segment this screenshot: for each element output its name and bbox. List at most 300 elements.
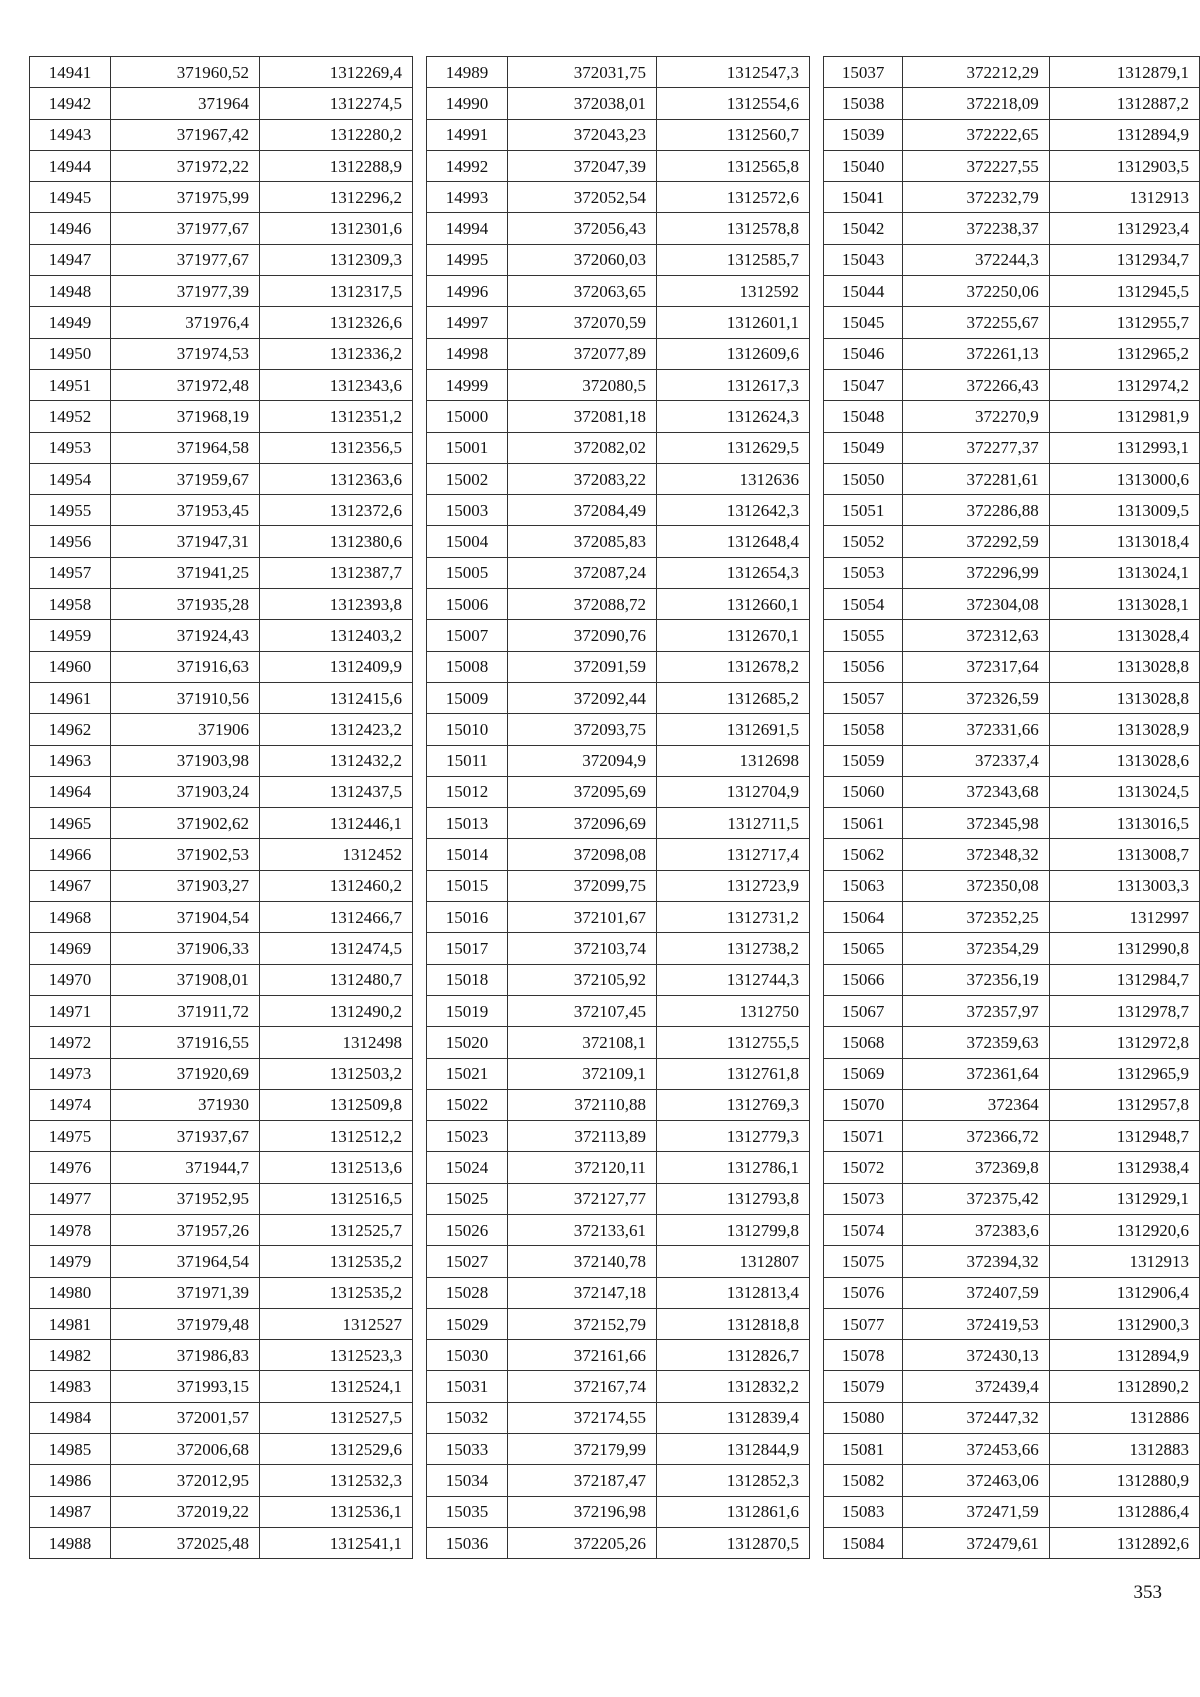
point-number-cell: 15027 <box>427 1246 508 1277</box>
y-coordinate-cell: 1312274,5 <box>260 88 413 119</box>
x-coordinate-cell: 372270,9 <box>903 401 1049 432</box>
point-number-cell: 15046 <box>824 338 903 369</box>
table-row <box>427 338 810 369</box>
x-coordinate-cell: 371993,15 <box>111 1371 260 1402</box>
x-coordinate-cell: 372025,48 <box>111 1527 260 1558</box>
point-number-cell: 15007 <box>427 620 508 651</box>
y-coordinate-cell: 1313028,4 <box>1049 620 1199 651</box>
table-row <box>427 463 810 494</box>
table-row <box>30 589 413 620</box>
x-coordinate-cell: 371967,42 <box>111 119 260 150</box>
point-number-cell: 15062 <box>824 839 903 870</box>
y-coordinate-cell: 1312779,3 <box>657 1121 810 1152</box>
point-number-cell: 14966 <box>30 839 111 870</box>
y-coordinate-cell: 1313018,4 <box>1049 526 1199 557</box>
y-coordinate-cell: 1312769,3 <box>657 1089 810 1120</box>
x-coordinate-cell: 372098,08 <box>508 839 657 870</box>
y-coordinate-cell: 1312343,6 <box>260 369 413 400</box>
point-number-cell: 15015 <box>427 870 508 901</box>
y-coordinate-cell: 1312786,1 <box>657 1152 810 1183</box>
x-coordinate-cell: 371903,98 <box>111 745 260 776</box>
y-coordinate-cell: 1312629,5 <box>657 432 810 463</box>
table-row <box>824 808 1200 839</box>
x-coordinate-cell: 371986,83 <box>111 1340 260 1371</box>
point-number-cell: 15060 <box>824 776 903 807</box>
x-coordinate-cell: 372092,44 <box>508 682 657 713</box>
point-number-cell: 15070 <box>824 1089 903 1120</box>
y-coordinate-cell: 1312903,5 <box>1049 150 1199 181</box>
x-coordinate-cell: 371902,62 <box>111 808 260 839</box>
y-coordinate-cell: 1312894,9 <box>1049 119 1199 150</box>
point-number-cell: 15077 <box>824 1308 903 1339</box>
y-coordinate-cell: 1312761,8 <box>657 1058 810 1089</box>
point-number-cell: 15023 <box>427 1121 508 1152</box>
x-coordinate-cell: 372281,61 <box>903 463 1049 494</box>
point-number-cell: 14948 <box>30 276 111 307</box>
y-coordinate-cell: 1312446,1 <box>260 808 413 839</box>
point-number-cell: 15065 <box>824 933 903 964</box>
y-coordinate-cell: 1312704,9 <box>657 776 810 807</box>
table-row <box>30 902 413 933</box>
x-coordinate-cell: 371941,25 <box>111 557 260 588</box>
y-coordinate-cell: 1312525,7 <box>260 1214 413 1245</box>
table-row <box>824 1402 1200 1433</box>
x-coordinate-cell: 372286,88 <box>903 495 1049 526</box>
table-row <box>824 57 1200 88</box>
table-row <box>30 620 413 651</box>
x-coordinate-cell: 372179,99 <box>508 1434 657 1465</box>
x-coordinate-cell: 372012,95 <box>111 1465 260 1496</box>
y-coordinate-cell: 1312974,2 <box>1049 369 1199 400</box>
x-coordinate-cell: 372205,26 <box>508 1527 657 1558</box>
y-coordinate-cell: 1312929,1 <box>1049 1183 1199 1214</box>
table-row <box>30 495 413 526</box>
y-coordinate-cell: 1312601,1 <box>657 307 810 338</box>
y-coordinate-cell: 1312755,5 <box>657 1027 810 1058</box>
table-row <box>824 307 1200 338</box>
point-number-cell: 14982 <box>30 1340 111 1371</box>
table-row <box>427 1527 810 1558</box>
table-row <box>824 338 1200 369</box>
y-coordinate-cell: 1312832,2 <box>657 1371 810 1402</box>
table-row <box>427 119 810 150</box>
point-number-cell: 14958 <box>30 589 111 620</box>
y-coordinate-cell: 1312844,9 <box>657 1434 810 1465</box>
x-coordinate-cell: 372087,24 <box>508 557 657 588</box>
table-row <box>427 1121 810 1152</box>
y-coordinate-cell: 1312372,6 <box>260 495 413 526</box>
y-coordinate-cell: 1312731,2 <box>657 902 810 933</box>
x-coordinate-cell: 372096,69 <box>508 808 657 839</box>
table-row <box>427 745 810 776</box>
x-coordinate-cell: 372070,59 <box>508 307 657 338</box>
table-row <box>427 964 810 995</box>
y-coordinate-cell: 1312870,5 <box>657 1527 810 1558</box>
point-number-cell: 14980 <box>30 1277 111 1308</box>
x-coordinate-cell: 372083,22 <box>508 463 657 494</box>
x-coordinate-cell: 372348,32 <box>903 839 1049 870</box>
point-number-cell: 15075 <box>824 1246 903 1277</box>
point-number-cell: 15030 <box>427 1340 508 1371</box>
x-coordinate-cell: 372453,66 <box>903 1434 1049 1465</box>
table-row <box>30 1089 413 1120</box>
y-coordinate-cell: 1312920,6 <box>1049 1214 1199 1245</box>
y-coordinate-cell: 1312948,7 <box>1049 1121 1199 1152</box>
y-coordinate-cell: 1312609,6 <box>657 338 810 369</box>
point-number-cell: 14945 <box>30 182 111 213</box>
x-coordinate-cell: 372056,43 <box>508 213 657 244</box>
x-coordinate-cell: 371974,53 <box>111 338 260 369</box>
y-coordinate-cell: 1312892,6 <box>1049 1527 1199 1558</box>
point-number-cell: 15067 <box>824 995 903 1026</box>
table-row <box>30 401 413 432</box>
point-number-cell: 15028 <box>427 1277 508 1308</box>
y-coordinate-cell: 1312957,8 <box>1049 1089 1199 1120</box>
y-coordinate-cell: 1312560,7 <box>657 119 810 150</box>
x-coordinate-cell: 372337,4 <box>903 745 1049 776</box>
y-coordinate-cell: 1312535,2 <box>260 1246 413 1277</box>
y-coordinate-cell: 1313016,5 <box>1049 808 1199 839</box>
y-coordinate-cell: 1312387,7 <box>260 557 413 588</box>
point-number-cell: 14959 <box>30 620 111 651</box>
table-row <box>427 1496 810 1527</box>
table-row <box>824 839 1200 870</box>
table-row <box>30 557 413 588</box>
y-coordinate-cell: 1312565,8 <box>657 150 810 181</box>
point-number-cell: 14992 <box>427 150 508 181</box>
table-row <box>824 1434 1200 1465</box>
point-number-cell: 14993 <box>427 182 508 213</box>
x-coordinate-cell: 372222,65 <box>903 119 1049 150</box>
y-coordinate-cell: 1312799,8 <box>657 1214 810 1245</box>
point-number-cell: 15063 <box>824 870 903 901</box>
point-number-cell: 14978 <box>30 1214 111 1245</box>
table-row <box>30 1308 413 1339</box>
x-coordinate-cell: 372361,64 <box>903 1058 1049 1089</box>
x-coordinate-cell: 372250,06 <box>903 276 1049 307</box>
table-row <box>30 1121 413 1152</box>
table-row <box>824 557 1200 588</box>
table-row <box>30 369 413 400</box>
table-row <box>824 964 1200 995</box>
x-coordinate-cell: 372109,1 <box>508 1058 657 1089</box>
y-coordinate-cell: 1312437,5 <box>260 776 413 807</box>
point-number-cell: 14971 <box>30 995 111 1026</box>
x-coordinate-cell: 372463,06 <box>903 1465 1049 1496</box>
table-row <box>427 1434 810 1465</box>
table-row <box>427 808 810 839</box>
x-coordinate-cell: 372364 <box>903 1089 1049 1120</box>
x-coordinate-cell: 372369,8 <box>903 1152 1049 1183</box>
x-coordinate-cell: 371979,48 <box>111 1308 260 1339</box>
table-row <box>30 1027 413 1058</box>
x-coordinate-cell: 371971,39 <box>111 1277 260 1308</box>
y-coordinate-cell: 1312466,7 <box>260 902 413 933</box>
x-coordinate-cell: 371937,67 <box>111 1121 260 1152</box>
point-number-cell: 15024 <box>427 1152 508 1183</box>
y-coordinate-cell: 1312578,8 <box>657 213 810 244</box>
table-row <box>824 213 1200 244</box>
y-coordinate-cell: 1312512,2 <box>260 1121 413 1152</box>
x-coordinate-cell: 372354,29 <box>903 933 1049 964</box>
y-coordinate-cell: 1312906,4 <box>1049 1277 1199 1308</box>
y-coordinate-cell: 1312978,7 <box>1049 995 1199 1026</box>
y-coordinate-cell: 1312750 <box>657 995 810 1026</box>
x-coordinate-cell: 371968,19 <box>111 401 260 432</box>
y-coordinate-cell: 1312309,3 <box>260 244 413 275</box>
point-number-cell: 15001 <box>427 432 508 463</box>
y-coordinate-cell: 1312536,1 <box>260 1496 413 1527</box>
table-row <box>824 1308 1200 1339</box>
table-row <box>427 1058 810 1089</box>
x-coordinate-cell: 372127,77 <box>508 1183 657 1214</box>
x-coordinate-cell: 371977,39 <box>111 276 260 307</box>
table-row <box>30 1058 413 1089</box>
point-number-cell: 15004 <box>427 526 508 557</box>
point-number-cell: 15037 <box>824 57 903 88</box>
y-coordinate-cell: 1312886,4 <box>1049 1496 1199 1527</box>
point-number-cell: 15071 <box>824 1121 903 1152</box>
point-number-cell: 15052 <box>824 526 903 557</box>
y-coordinate-cell: 1312965,2 <box>1049 338 1199 369</box>
point-number-cell: 15058 <box>824 714 903 745</box>
table-row <box>427 557 810 588</box>
y-coordinate-cell: 1312900,3 <box>1049 1308 1199 1339</box>
y-coordinate-cell: 1312879,1 <box>1049 57 1199 88</box>
x-coordinate-cell: 371957,26 <box>111 1214 260 1245</box>
x-coordinate-cell: 372212,29 <box>903 57 1049 88</box>
y-coordinate-cell: 1312670,1 <box>657 620 810 651</box>
x-coordinate-cell: 372350,08 <box>903 870 1049 901</box>
point-number-cell: 15026 <box>427 1214 508 1245</box>
table-row <box>824 745 1200 776</box>
y-coordinate-cell: 1312393,8 <box>260 589 413 620</box>
table-row <box>824 620 1200 651</box>
point-number-cell: 15010 <box>427 714 508 745</box>
point-number-cell: 15040 <box>824 150 903 181</box>
table-row <box>427 1089 810 1120</box>
table-row <box>824 432 1200 463</box>
y-coordinate-cell: 1312852,3 <box>657 1465 810 1496</box>
table-row <box>824 995 1200 1026</box>
table-row <box>427 401 810 432</box>
x-coordinate-cell: 372085,83 <box>508 526 657 557</box>
x-coordinate-cell: 372110,88 <box>508 1089 657 1120</box>
table-row <box>30 57 413 88</box>
table-row <box>824 714 1200 745</box>
y-coordinate-cell: 1312654,3 <box>657 557 810 588</box>
table-row <box>427 1183 810 1214</box>
x-coordinate-cell: 371924,43 <box>111 620 260 651</box>
x-coordinate-cell: 371935,28 <box>111 589 260 620</box>
point-number-cell: 14975 <box>30 1121 111 1152</box>
table-row <box>30 463 413 494</box>
table-row <box>427 933 810 964</box>
point-number-cell: 15083 <box>824 1496 903 1527</box>
x-coordinate-cell: 372292,59 <box>903 526 1049 557</box>
point-number-cell: 15025 <box>427 1183 508 1214</box>
y-coordinate-cell: 1312527 <box>260 1308 413 1339</box>
x-coordinate-cell: 372060,03 <box>508 244 657 275</box>
y-coordinate-cell: 1312807 <box>657 1246 810 1277</box>
x-coordinate-cell: 372090,76 <box>508 620 657 651</box>
point-number-cell: 15074 <box>824 1214 903 1245</box>
table-row <box>824 1152 1200 1183</box>
y-coordinate-cell: 1312894,9 <box>1049 1340 1199 1371</box>
table-row <box>427 1465 810 1496</box>
table-row <box>30 307 413 338</box>
y-coordinate-cell: 1313009,5 <box>1049 495 1199 526</box>
table-row <box>427 995 810 1026</box>
x-coordinate-cell: 372077,89 <box>508 338 657 369</box>
y-coordinate-cell: 1313028,1 <box>1049 589 1199 620</box>
x-coordinate-cell: 372356,19 <box>903 964 1049 995</box>
point-number-cell: 15082 <box>824 1465 903 1496</box>
table-row <box>427 651 810 682</box>
x-coordinate-cell: 372095,69 <box>508 776 657 807</box>
point-number-cell: 15080 <box>824 1402 903 1433</box>
x-coordinate-cell: 372304,08 <box>903 589 1049 620</box>
point-number-cell: 15018 <box>427 964 508 995</box>
point-number-cell: 15036 <box>427 1527 508 1558</box>
x-coordinate-cell: 372001,57 <box>111 1402 260 1433</box>
table-row <box>427 589 810 620</box>
y-coordinate-cell: 1312380,6 <box>260 526 413 557</box>
x-coordinate-cell: 372105,92 <box>508 964 657 995</box>
point-number-cell: 15017 <box>427 933 508 964</box>
y-coordinate-cell: 1312336,2 <box>260 338 413 369</box>
point-number-cell: 14949 <box>30 307 111 338</box>
point-number-cell: 14974 <box>30 1089 111 1120</box>
table-row <box>824 88 1200 119</box>
table-row <box>30 88 413 119</box>
x-coordinate-cell: 372407,59 <box>903 1277 1049 1308</box>
y-coordinate-cell: 1312351,2 <box>260 401 413 432</box>
point-number-cell: 14973 <box>30 1058 111 1089</box>
point-number-cell: 15041 <box>824 182 903 213</box>
x-coordinate-cell: 372084,49 <box>508 495 657 526</box>
x-coordinate-cell: 371947,31 <box>111 526 260 557</box>
point-number-cell: 14997 <box>427 307 508 338</box>
y-coordinate-cell: 1312717,4 <box>657 839 810 870</box>
table-row <box>427 1340 810 1371</box>
x-coordinate-cell: 371916,55 <box>111 1027 260 1058</box>
x-coordinate-cell: 372140,78 <box>508 1246 657 1277</box>
point-number-cell: 15043 <box>824 244 903 275</box>
x-coordinate-cell: 372266,43 <box>903 369 1049 400</box>
x-coordinate-cell: 371910,56 <box>111 682 260 713</box>
table-row <box>824 1027 1200 1058</box>
y-coordinate-cell: 1312624,3 <box>657 401 810 432</box>
point-number-cell: 14965 <box>30 808 111 839</box>
x-coordinate-cell: 371972,48 <box>111 369 260 400</box>
point-number-cell: 14967 <box>30 870 111 901</box>
y-coordinate-cell: 1312490,2 <box>260 995 413 1026</box>
table-row <box>824 1121 1200 1152</box>
point-number-cell: 15039 <box>824 119 903 150</box>
y-coordinate-cell: 1312532,3 <box>260 1465 413 1496</box>
table-row <box>824 119 1200 150</box>
point-number-cell: 15051 <box>824 495 903 526</box>
point-number-cell: 14950 <box>30 338 111 369</box>
y-coordinate-cell: 1313000,6 <box>1049 463 1199 494</box>
table-row <box>30 1527 413 1558</box>
point-number-cell: 14988 <box>30 1527 111 1558</box>
table-row <box>30 338 413 369</box>
table-row <box>427 150 810 181</box>
point-number-cell: 14979 <box>30 1246 111 1277</box>
y-coordinate-cell: 1313003,3 <box>1049 870 1199 901</box>
y-coordinate-cell: 1312685,2 <box>657 682 810 713</box>
point-number-cell: 15078 <box>824 1340 903 1371</box>
table-row <box>824 369 1200 400</box>
table-row <box>30 1214 413 1245</box>
page-number: 353 <box>1133 1582 1162 1603</box>
point-number-cell: 14990 <box>427 88 508 119</box>
table-row <box>427 182 810 213</box>
x-coordinate-cell: 371906,33 <box>111 933 260 964</box>
table-row <box>824 495 1200 526</box>
y-coordinate-cell: 1312997 <box>1049 902 1199 933</box>
table-row <box>30 714 413 745</box>
x-coordinate-cell: 371975,99 <box>111 182 260 213</box>
x-coordinate-cell: 372357,97 <box>903 995 1049 1026</box>
x-coordinate-cell: 372101,67 <box>508 902 657 933</box>
point-number-cell: 14995 <box>427 244 508 275</box>
point-number-cell: 15050 <box>824 463 903 494</box>
point-number-cell: 14987 <box>30 1496 111 1527</box>
table-row <box>30 995 413 1026</box>
x-coordinate-cell: 371916,63 <box>111 651 260 682</box>
x-coordinate-cell: 372091,59 <box>508 651 657 682</box>
y-coordinate-cell: 1312945,5 <box>1049 276 1199 307</box>
point-number-cell: 15033 <box>427 1434 508 1465</box>
x-coordinate-cell: 372218,09 <box>903 88 1049 119</box>
table-row <box>30 1340 413 1371</box>
y-coordinate-cell: 1312280,2 <box>260 119 413 150</box>
x-coordinate-cell: 371964 <box>111 88 260 119</box>
table-row <box>824 651 1200 682</box>
y-coordinate-cell: 1312554,6 <box>657 88 810 119</box>
y-coordinate-cell: 1312861,6 <box>657 1496 810 1527</box>
table-row <box>824 244 1200 275</box>
x-coordinate-cell: 372244,3 <box>903 244 1049 275</box>
y-coordinate-cell: 1312535,2 <box>260 1277 413 1308</box>
x-coordinate-cell: 372394,32 <box>903 1246 1049 1277</box>
table-row <box>824 182 1200 213</box>
table-row <box>427 526 810 557</box>
table-row <box>30 808 413 839</box>
point-number-cell: 15003 <box>427 495 508 526</box>
point-number-cell: 15055 <box>824 620 903 651</box>
point-number-cell: 15072 <box>824 1152 903 1183</box>
x-coordinate-cell: 372352,25 <box>903 902 1049 933</box>
table-row <box>824 682 1200 713</box>
table-row <box>30 839 413 870</box>
x-coordinate-cell: 372359,63 <box>903 1027 1049 1058</box>
table-row <box>824 933 1200 964</box>
y-coordinate-cell: 1312513,6 <box>260 1152 413 1183</box>
y-coordinate-cell: 1312890,2 <box>1049 1371 1199 1402</box>
table-row <box>427 1277 810 1308</box>
table-row <box>427 839 810 870</box>
x-coordinate-cell: 372167,74 <box>508 1371 657 1402</box>
y-coordinate-cell: 1313024,1 <box>1049 557 1199 588</box>
table-row <box>30 1402 413 1433</box>
y-coordinate-cell: 1312509,8 <box>260 1089 413 1120</box>
x-coordinate-cell: 372238,37 <box>903 213 1049 244</box>
point-number-cell: 15022 <box>427 1089 508 1120</box>
